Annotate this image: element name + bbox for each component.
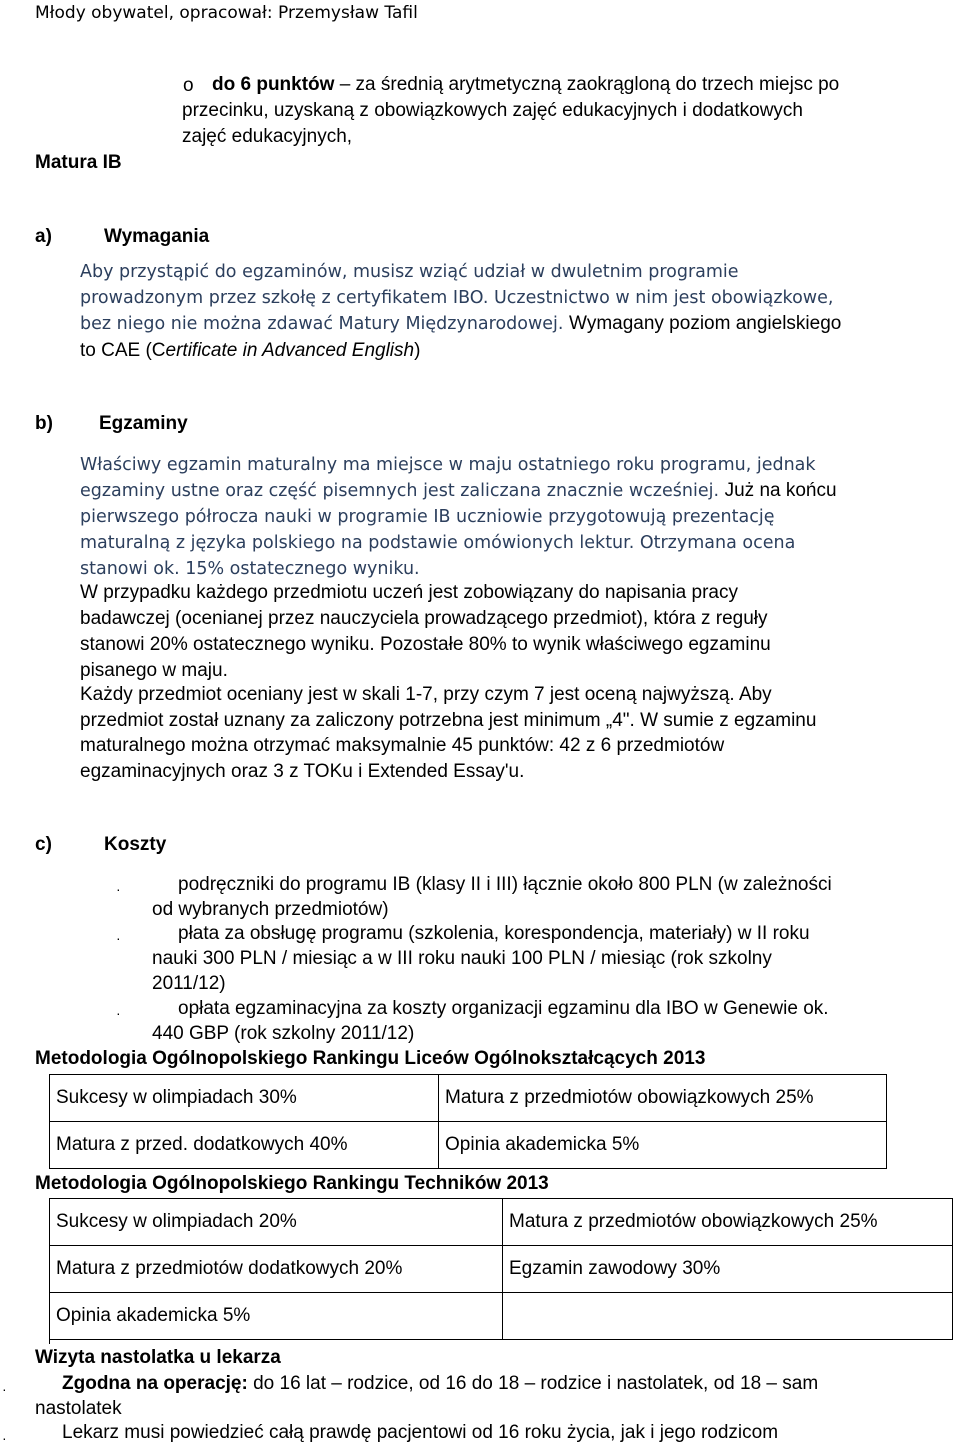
doctor-bullet-1: · (2, 1381, 7, 1397)
section-a-line-4c: ) (414, 340, 421, 361)
ib-points-line-2: przecinku, uzyskaną z obowiązkowych zajęć edukacyjnych i dodatkowych (182, 100, 803, 121)
doctor-bullet-2: · (2, 1430, 7, 1446)
section-b-line-1: Właściwy egzamin maturalny ma miejsce w maju ostatniego roku programu, jednak (80, 455, 816, 475)
ib-points-line-1 (212, 72, 839, 98)
ib-points-bullet: o (183, 75, 194, 96)
section-b-line-7: badawczej (ocenianej przez nauczyciela prowadzącego przedmiot), która z reguły (80, 608, 768, 629)
section-c-letter: c) (35, 834, 52, 855)
cost-item-1-line-2: od wybranych przedmiotów) (152, 899, 389, 920)
section-a-letter: a) (35, 226, 52, 247)
section-b-line-6: W przypadku każdego przedmiotu uczeń jest zobowiązany do napisania pracy (80, 582, 738, 603)
section-b-line-9: pisanego w maju. (80, 660, 228, 681)
table-row (50, 1246, 953, 1293)
cost-item-1-line-1: podręczniki do programu IB (klasy II i III) łącznie około 800 PLN (w zależności (178, 874, 832, 895)
section-a-line-4b: ertificate in Advanced English (165, 340, 415, 361)
lo-ranking-table (49, 1074, 887, 1169)
doctor-item-1-line-2: nastolatek (35, 1398, 122, 1419)
table-cell: Matura z przed. dodatkowych 40% (50, 1122, 439, 1169)
section-c-title: Koszty (104, 834, 167, 855)
doctor-item-1-text: do 16 lat – rodzice, od 16 do 18 – rodzice i nastolatek, od 18 – sam (247, 1373, 819, 1394)
table-row (50, 1122, 887, 1169)
section-b-line-2 (80, 478, 837, 504)
table-cell: Sukcesy w olimpiadach 20% (50, 1199, 503, 1246)
table-row (50, 1075, 887, 1122)
page-header: Młody obywatel, opracował: Przemysław Tafil (35, 3, 418, 23)
section-a-line-2: prowadzonym przez szkołę z certyfikatem IBO. Uczestnictwo w nim jest obowiązkowe, (80, 288, 834, 308)
table-cell: Opinia akademicka 5% (50, 1293, 503, 1340)
doctor-item-2: Lekarz musi powiedzieć całą prawdę pacjentowi od 16 roku życia, jak i jego rodzicom (62, 1422, 779, 1443)
cost-item-2-line-1: płata za obsługę programu (szkolenia, korespondencja, materiały) w II roku (178, 923, 810, 944)
cost-item-2-line-3: 2011/12) (152, 973, 226, 994)
section-a-line-3a: bez niego nie można zdawać Matury Międzynarodowej. (80, 314, 570, 334)
doctor-item-1-bold: Zgodna na operację: (62, 1373, 248, 1394)
section-b-line-2b: Już na końcu (724, 480, 837, 501)
table-row (50, 1199, 953, 1246)
section-a-line-4 (80, 338, 420, 364)
section-a-title: Wymagania (104, 226, 210, 247)
section-b-line-3: pierwszego półrocza nauki w programie IB uczniowie przygotowują prezentację (80, 507, 775, 527)
tech-ranking-table (49, 1198, 953, 1340)
table-cell: Matura z przedmiotów obowiązkowych 25% (503, 1199, 953, 1246)
section-b-letter: b) (35, 413, 53, 434)
section-b-line-13: egzaminacyjnych oraz 3 z TOKu i Extended Essay'u. (80, 761, 525, 782)
table-cell: Matura z przedmiotów obowiązkowych 25% (439, 1075, 887, 1122)
section-a-line-3 (80, 311, 841, 337)
section-b-title: Egzaminy (99, 413, 188, 434)
section-a-line-4a: to CAE (C (80, 340, 166, 361)
section-a-line-1: Aby przystąpić do egzaminów, musisz wziąć udział w dwuletnim programie (80, 262, 739, 282)
section-b-line-4: maturalną z języka polskiego na podstawie omówionych lektur. Otrzymana ocena (80, 533, 796, 553)
section-a-line-3b: Wymagany poziom angielskiego (569, 313, 842, 334)
cost-item-3-line-2: 440 GBP (rok szkolny 2011/12) (152, 1023, 415, 1044)
table-cell: Opinia akademicka 5% (439, 1122, 887, 1169)
ib-points-line-3: zajęć edukacyjnych, (182, 126, 353, 147)
table-row (50, 1293, 953, 1340)
cost-item-3-line-1: opłata egzaminacyjna za koszty organizacji egzaminu dla IBO w Genewie ok. (178, 998, 829, 1019)
table-cell: Sukcesy w olimpiadach 30% (50, 1075, 439, 1122)
cost-bullet-3: · (116, 1005, 121, 1021)
tech-ranking-title: Metodologia Ogólnopolskiego Rankingu Techników 2013 (35, 1173, 549, 1194)
cost-item-2-line-2: nauki 300 PLN / miesiąc a w III roku nauki 100 PLN / miesiąc (rok szkolny (152, 948, 772, 969)
matura-ib-heading: Matura IB (35, 152, 122, 173)
cost-bullet-2: · (116, 930, 121, 946)
table-cell: Egzamin zawodowy 30% (503, 1246, 953, 1293)
section-b-line-11: przedmiot został uznany za zaliczony potrzebna jest minimum „4". W sumie z egzaminu (80, 710, 817, 731)
section-b-line-5: stanowi ok. 15% ostatecznego wyniku. (80, 559, 420, 579)
section-b-line-12: maturalnego można otrzymać maksymalnie 45 punktów: 42 z 6 przedmiotów (80, 735, 725, 756)
table-cell: Matura z przedmiotów dodatkowych 20% (50, 1246, 503, 1293)
ib-points-bold: do 6 punktów (212, 74, 335, 95)
section-b-line-10: Każdy przedmiot oceniany jest w skali 1-7, przy czym 7 jest oceną najwyższą. Aby (80, 684, 772, 705)
doctor-title: Wizyta nastolatka u lekarza (35, 1347, 281, 1368)
cost-bullet-1: · (116, 881, 121, 897)
section-b-line-8: stanowi 20% ostatecznego wyniku. Pozostałe 80% to wynik właściwego egzaminu (80, 634, 771, 655)
ib-points-text: – za średnią arytmetyczną zaokrągloną do trzech miejsc po (334, 74, 840, 95)
lo-ranking-title: Metodologia Ogólnopolskiego Rankingu Liceów Ogólnokształcących 2013 (35, 1048, 706, 1069)
doctor-item-1-line-1 (62, 1371, 818, 1397)
table-cell (503, 1293, 953, 1340)
section-b-line-2a: egzaminy ustne oraz część pisemnych jest zaliczana znacznie wcześniej. (80, 481, 725, 501)
